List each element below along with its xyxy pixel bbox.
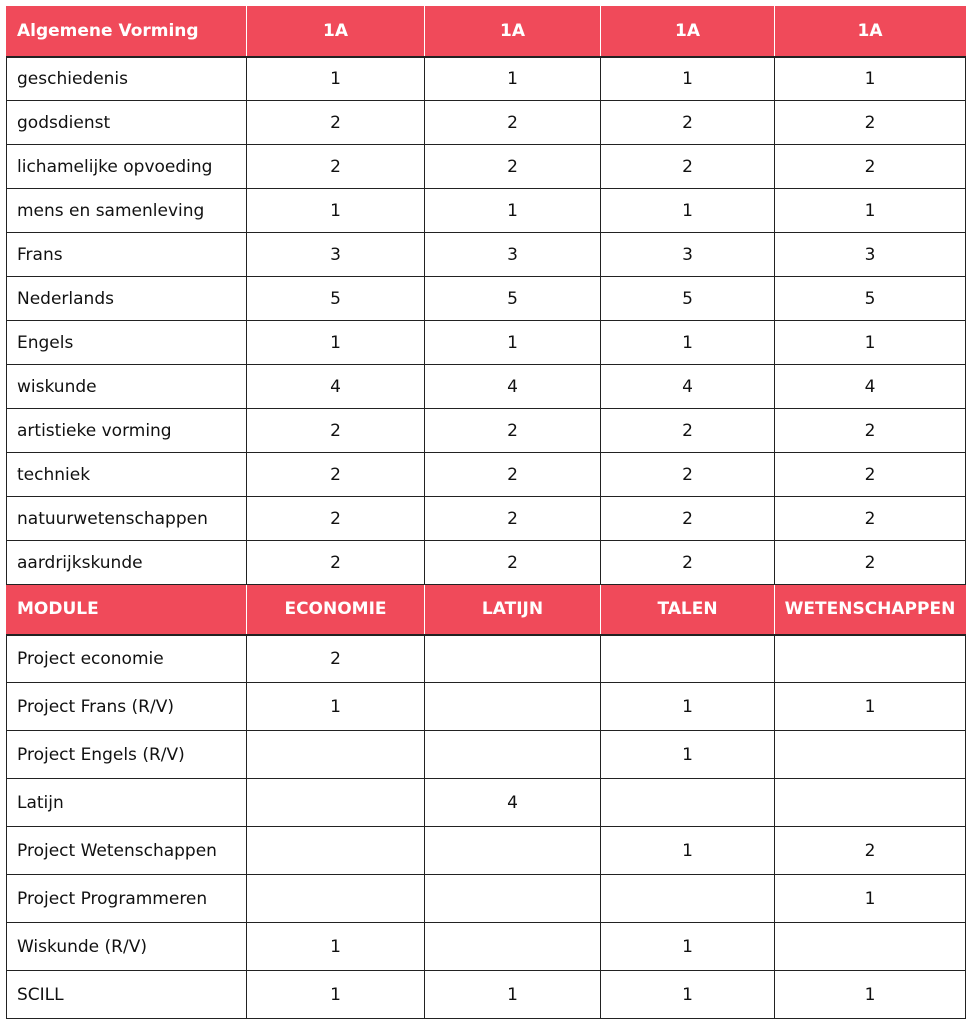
- hours-cell: 2: [775, 101, 966, 145]
- hours-cell: 1: [601, 57, 775, 101]
- hours-cell: 2: [425, 145, 601, 189]
- hours-cell: [425, 683, 601, 731]
- table-row: [7, 779, 966, 827]
- header-cell-label: MODULE: [7, 585, 247, 635]
- subject-label: geschiedenis: [7, 57, 247, 101]
- hours-cell: 4: [601, 365, 775, 409]
- subject-label: Project Engels (R/V): [7, 731, 247, 779]
- hours-cell: 2: [601, 101, 775, 145]
- hours-cell: 5: [425, 277, 601, 321]
- hours-cell: [775, 635, 966, 683]
- hours-cell: 1: [425, 321, 601, 365]
- subject-label: wiskunde: [7, 365, 247, 409]
- subject-label: Project Frans (R/V): [7, 683, 247, 731]
- table-row: [7, 101, 966, 145]
- subject-label: Project economie: [7, 635, 247, 683]
- subject-label: godsdienst: [7, 101, 247, 145]
- hours-cell: [775, 731, 966, 779]
- hours-cell: 1: [247, 321, 425, 365]
- hours-cell: 1: [775, 875, 966, 923]
- subject-label: mens en samenleving: [7, 189, 247, 233]
- hours-cell: 2: [601, 453, 775, 497]
- header-cell: 1A: [425, 7, 601, 57]
- table-row: [7, 731, 966, 779]
- hours-cell: 1: [601, 321, 775, 365]
- hours-cell: 5: [601, 277, 775, 321]
- hours-cell: 1: [425, 971, 601, 1019]
- table-row: [7, 189, 966, 233]
- table-row: [7, 683, 966, 731]
- hours-cell: 2: [601, 145, 775, 189]
- table-row: [7, 145, 966, 189]
- subject-label: Project Programmeren: [7, 875, 247, 923]
- hours-cell: 1: [601, 731, 775, 779]
- header-cell: TALEN: [601, 585, 775, 635]
- table-row: [7, 541, 966, 585]
- table-row: [7, 57, 966, 101]
- hours-cell: 1: [775, 971, 966, 1019]
- subject-label: techniek: [7, 453, 247, 497]
- table-row: [7, 923, 966, 971]
- hours-cell: [425, 923, 601, 971]
- subject-label: Latijn: [7, 779, 247, 827]
- hours-cell: 2: [601, 497, 775, 541]
- header-cell: 1A: [601, 7, 775, 57]
- subject-label: Engels: [7, 321, 247, 365]
- hours-cell: [601, 635, 775, 683]
- hours-cell: [425, 827, 601, 875]
- header-cell: WETENSCHAPPEN: [775, 585, 966, 635]
- table-row: [7, 971, 966, 1019]
- hours-cell: 1: [775, 683, 966, 731]
- hours-cell: 3: [247, 233, 425, 277]
- hours-cell: 5: [247, 277, 425, 321]
- subject-label: Project Wetenschappen: [7, 827, 247, 875]
- table-row: [7, 321, 966, 365]
- hours-cell: 2: [601, 541, 775, 585]
- hours-cell: 2: [247, 497, 425, 541]
- hours-cell: 3: [425, 233, 601, 277]
- hours-cell: 2: [425, 541, 601, 585]
- table-row: [7, 497, 966, 541]
- hours-cell: 1: [247, 683, 425, 731]
- table-row: [7, 409, 966, 453]
- header-cell: 1A: [775, 7, 966, 57]
- hours-cell: 1: [775, 189, 966, 233]
- subject-label: natuurwetenschappen: [7, 497, 247, 541]
- hours-cell: 2: [247, 635, 425, 683]
- hours-cell: 1: [601, 189, 775, 233]
- table-row: [7, 365, 966, 409]
- hours-cell: [775, 779, 966, 827]
- table-body: [7, 7, 966, 1019]
- hours-cell: 2: [425, 101, 601, 145]
- subject-label: SCILL: [7, 971, 247, 1019]
- hours-cell: 5: [775, 277, 966, 321]
- subject-label: Nederlands: [7, 277, 247, 321]
- hours-cell: [775, 923, 966, 971]
- hours-cell: 1: [247, 57, 425, 101]
- hours-cell: 4: [775, 365, 966, 409]
- header-row-algemene-vorming: [7, 7, 966, 57]
- hours-cell: [247, 827, 425, 875]
- hours-cell: [425, 875, 601, 923]
- hours-cell: 2: [601, 409, 775, 453]
- subject-label: Frans: [7, 233, 247, 277]
- subject-label: aardrijkskunde: [7, 541, 247, 585]
- hours-cell: 2: [775, 827, 966, 875]
- hours-cell: [425, 731, 601, 779]
- hours-cell: 3: [601, 233, 775, 277]
- table-row: [7, 453, 966, 497]
- hours-cell: 1: [247, 189, 425, 233]
- hours-cell: 3: [775, 233, 966, 277]
- hours-cell: [247, 731, 425, 779]
- hours-cell: 2: [247, 409, 425, 453]
- hours-cell: 1: [425, 57, 601, 101]
- hours-cell: [247, 779, 425, 827]
- lessentabel-table: [6, 6, 966, 1019]
- table-row: [7, 233, 966, 277]
- hours-cell: 1: [601, 827, 775, 875]
- hours-cell: 2: [247, 453, 425, 497]
- hours-cell: 2: [775, 497, 966, 541]
- hours-cell: 1: [775, 57, 966, 101]
- hours-cell: 1: [775, 321, 966, 365]
- hours-cell: 2: [247, 145, 425, 189]
- hours-cell: 1: [247, 923, 425, 971]
- table-row: [7, 827, 966, 875]
- hours-cell: 4: [247, 365, 425, 409]
- subject-label: artistieke vorming: [7, 409, 247, 453]
- table-row: [7, 635, 966, 683]
- hours-cell: 2: [775, 541, 966, 585]
- table-row: [7, 277, 966, 321]
- hours-cell: 4: [425, 365, 601, 409]
- hours-cell: [601, 875, 775, 923]
- hours-cell: 2: [775, 453, 966, 497]
- hours-cell: 2: [775, 409, 966, 453]
- header-cell-label: Algemene Vorming: [7, 7, 247, 57]
- hours-cell: 2: [775, 145, 966, 189]
- header-cell: LATIJN: [425, 585, 601, 635]
- hours-cell: [425, 635, 601, 683]
- header-cell: ECONOMIE: [247, 585, 425, 635]
- hours-cell: 1: [601, 683, 775, 731]
- hours-cell: 2: [425, 497, 601, 541]
- subject-label: Wiskunde (R/V): [7, 923, 247, 971]
- hours-cell: 2: [247, 541, 425, 585]
- hours-cell: 1: [247, 971, 425, 1019]
- hours-cell: 1: [601, 971, 775, 1019]
- hours-cell: 2: [247, 101, 425, 145]
- table-row: [7, 875, 966, 923]
- header-row-module: [7, 585, 966, 635]
- hours-cell: 1: [425, 189, 601, 233]
- hours-cell: [247, 875, 425, 923]
- hours-cell: 2: [425, 453, 601, 497]
- hours-cell: 2: [425, 409, 601, 453]
- hours-cell: 1: [601, 923, 775, 971]
- hours-cell: 4: [425, 779, 601, 827]
- hours-cell: [601, 779, 775, 827]
- subject-label: lichamelijke opvoeding: [7, 145, 247, 189]
- header-cell: 1A: [247, 7, 425, 57]
